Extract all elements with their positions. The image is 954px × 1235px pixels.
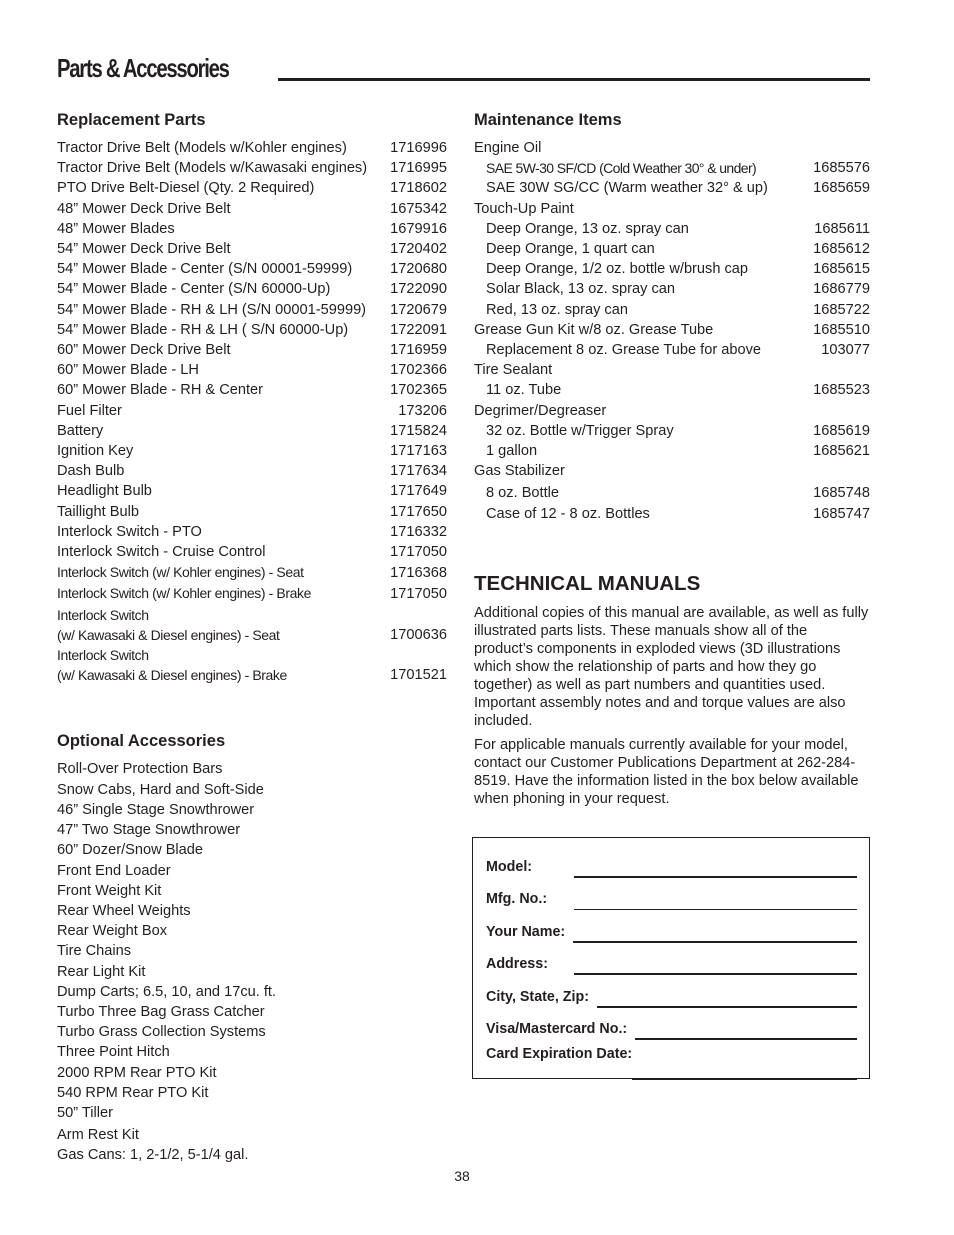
item-name: SAE 30W SG/CC (Warm weather 32° & up) — [486, 180, 768, 197]
part-row — [57, 239, 447, 259]
item-name: 1 gallon — [486, 443, 538, 460]
part-name-line1: Interlock Switch — [57, 647, 149, 664]
item-name: Solar Black, 13 oz. spray can — [486, 281, 675, 298]
replacement-parts-list — [57, 138, 447, 685]
part-number: 1685619 — [813, 422, 870, 439]
part-number: 1718602 — [390, 180, 447, 197]
part-number: 1717634 — [390, 463, 447, 480]
maintenance-group-label: Degrimer/Degreaser — [474, 402, 607, 419]
model-field[interactable] — [574, 876, 857, 878]
part-number: 1715824 — [390, 422, 447, 439]
part-row — [57, 562, 447, 583]
part-row — [57, 300, 447, 320]
maintenance-row — [474, 300, 870, 320]
part-number: 1685621 — [813, 443, 870, 460]
city-state-zip-field[interactable] — [597, 1006, 857, 1007]
accessory-item: 47” Two Stage Snowthrower — [57, 822, 241, 839]
maintenance-row — [474, 279, 870, 299]
part-row — [57, 421, 447, 441]
part-number: 1717649 — [390, 483, 447, 500]
maintenance-row — [474, 340, 870, 360]
accessory-item: Tire Chains — [57, 943, 132, 960]
part-row — [57, 219, 447, 239]
part-name: 48” Mower Blades — [57, 220, 175, 237]
part-row — [57, 340, 447, 360]
part-row — [57, 178, 447, 198]
part-number: 1686779 — [813, 281, 870, 298]
part-row — [57, 645, 447, 685]
part-number: 1716995 — [390, 160, 447, 177]
part-number: 1702366 — [390, 362, 447, 379]
maintenance-group-label: Engine Oil — [474, 140, 542, 156]
part-name: Tractor Drive Belt (Models w/Kawasaki engines) — [57, 160, 368, 177]
accessory-item: Snow Cabs, Hard and Soft-Side — [57, 781, 264, 798]
part-number: 1685748 — [813, 484, 870, 501]
part-name: Interlock Switch (w/ Kohler engines) - Seat — [57, 564, 304, 581]
item-name: Red, 13 oz. spray can — [486, 301, 628, 318]
part-number: 1716959 — [390, 342, 447, 359]
part-row — [57, 542, 447, 562]
page-number: 38 — [454, 1168, 470, 1184]
technical-manuals-paragraph: Additional copies of this manual are available, as well as fully illustrated parts lists. These manuals show all of the product’s components in exploded views (3D illustrations which show the relationship of parts and how they go together) as well as part numbers and quantities used. Important assembly notes and and torque values are also included. — [474, 604, 869, 729]
part-name: 60” Mower Blade - LH — [57, 362, 199, 379]
part-row — [57, 605, 447, 645]
manual-request-form — [472, 837, 870, 1079]
part-name: Headlight Bulb — [57, 483, 152, 500]
your-name-field[interactable] — [573, 941, 857, 942]
address-field[interactable] — [574, 973, 857, 975]
card-number-field[interactable] — [635, 1038, 857, 1040]
part-number: 1700636 — [390, 626, 447, 643]
part-number: 1720679 — [390, 301, 447, 318]
part-number: 103077 — [821, 342, 870, 359]
expiration-field[interactable] — [632, 1078, 857, 1080]
part-number: 1685611 — [814, 220, 870, 237]
accessory-item: Rear Light Kit — [57, 963, 146, 980]
part-row — [57, 461, 447, 481]
part-number: 1722091 — [390, 321, 447, 338]
optional-accessories-section — [57, 731, 447, 1165]
form-row-address — [486, 941, 857, 973]
right-column — [474, 110, 870, 814]
mfg-no-field[interactable] — [574, 909, 857, 910]
accessory-item: 2000 RPM Rear PTO Kit — [57, 1064, 217, 1081]
part-name: Tractor Drive Belt (Models w/Kohler engines) — [57, 140, 347, 156]
part-name: Interlock Switch (w/ Kohler engines) - Brake — [57, 585, 311, 602]
accessory-item: Arm Rest Kit — [57, 1127, 139, 1144]
part-name: Interlock Switch - PTO — [57, 523, 202, 540]
part-number: 1722090 — [390, 281, 447, 298]
part-number: 1685747 — [813, 506, 870, 523]
maintenance-items-heading: Maintenance Items — [474, 111, 622, 129]
part-name: Battery — [57, 422, 104, 439]
part-row — [57, 320, 447, 340]
form-row-model — [486, 850, 857, 876]
part-name: 54” Mower Deck Drive Belt — [57, 241, 231, 258]
accessories-list — [57, 759, 447, 1165]
item-name: SAE 5W-30 SF/CD (Cold Weather 30° & under) — [486, 160, 757, 177]
item-name: 11 oz. Tube — [486, 382, 562, 399]
maintenance-row — [474, 441, 870, 461]
part-row — [57, 259, 447, 279]
part-row — [57, 481, 447, 501]
maintenance-row — [474, 421, 870, 441]
part-row — [57, 583, 447, 604]
optional-accessories-heading: Optional Accessories — [57, 732, 226, 751]
item-name: 32 oz. Bottle w/Trigger Spray — [486, 422, 674, 439]
part-number: 1685576 — [813, 160, 870, 177]
part-row — [57, 360, 447, 380]
maintenance-row — [474, 483, 870, 505]
part-number: 1716996 — [390, 140, 447, 156]
your-name-label: Your Name: — [486, 923, 566, 940]
part-name: 54” Mower Blade - Center (S/N 00001-59999) — [57, 261, 353, 278]
part-number: 1701521 — [390, 667, 447, 684]
part-name: PTO Drive Belt-Diesel (Qty. 2 Required) — [57, 180, 315, 197]
replacement-parts-heading: Replacement Parts — [57, 111, 206, 129]
maintenance-row — [474, 259, 870, 279]
mfg-no-label: Mfg. No.: — [486, 891, 548, 908]
part-row — [57, 502, 447, 522]
maintenance-row — [474, 239, 870, 259]
part-number: 1716368 — [390, 565, 447, 582]
accessory-item: Three Point Hitch — [57, 1044, 170, 1061]
form-row-expiration — [486, 1038, 857, 1070]
header-rule — [278, 78, 870, 81]
maintenance-list — [474, 138, 870, 526]
part-number: 1685722 — [813, 301, 870, 318]
part-name: Fuel Filter — [57, 402, 122, 419]
card-number-label: Visa/Mastercard No.: — [486, 1020, 628, 1037]
item-name: Deep Orange, 13 oz. spray can — [486, 220, 689, 237]
part-name: 54” Mower Blade - RH & LH (S/N 00001-59999) — [57, 301, 367, 318]
part-number: 173206 — [398, 402, 447, 419]
part-name: Interlock Switch - Cruise Control — [57, 544, 266, 561]
part-name: Ignition Key — [57, 443, 134, 460]
part-row — [57, 138, 447, 158]
maintenance-row — [474, 320, 870, 340]
technical-manuals-paragraph: For applicable manuals currently available for your model, contact our Customer Publications Department at 262-284-8519. Have the information listed in the box below available when phoning in your request. — [474, 736, 859, 807]
accessory-item: 46” Single Stage Snowthrower — [57, 801, 255, 818]
item-name: Case of 12 - 8 oz. Bottles — [486, 506, 650, 523]
city-state-zip-label: City, State, Zip: — [486, 988, 589, 1005]
accessory-item: Rear Weight Box — [57, 923, 168, 940]
part-number: 1675342 — [390, 200, 447, 217]
maintenance-row — [474, 158, 870, 178]
part-number: 1717050 — [390, 544, 447, 561]
form-row-card-number — [486, 1006, 857, 1038]
part-number: 1717650 — [390, 503, 447, 520]
part-name: 54” Mower Blade - Center (S/N 60000-Up) — [57, 281, 331, 298]
maintenance-row — [474, 380, 870, 400]
part-name-line1: Interlock Switch — [57, 606, 149, 623]
item-name: 8 oz. Bottle — [486, 484, 560, 501]
part-number: 1720680 — [390, 261, 447, 278]
accessory-item: Rear Wheel Weights — [57, 902, 191, 919]
part-name: 60” Mower Blade - RH & Center — [57, 382, 264, 399]
accessory-item: Turbo Three Bag Grass Catcher — [57, 1003, 265, 1020]
maintenance-row — [474, 219, 870, 239]
model-label: Model: — [486, 859, 533, 875]
part-row — [57, 279, 447, 299]
part-number: 1685612 — [813, 241, 870, 258]
part-row — [57, 380, 447, 400]
part-name: 48” Mower Deck Drive Belt — [57, 200, 231, 217]
accessory-item: Turbo Grass Collection Systems — [57, 1024, 266, 1041]
part-name: Taillight Bulb — [57, 503, 139, 520]
maintenance-row — [474, 504, 870, 526]
item-name: Deep Orange, 1/2 oz. bottle w/brush cap — [486, 261, 749, 278]
part-number: 1685615 — [813, 261, 870, 278]
part-number: 1720402 — [390, 241, 447, 258]
part-name-line2: (w/ Kawasaki & Diesel engines) - Seat — [57, 626, 280, 643]
left-column — [57, 110, 447, 1166]
accessory-item: Dump Carts; 6.5, 10, and 17cu. ft. — [57, 983, 277, 1000]
technical-manuals-heading: TECHNICAL MANUALS — [474, 571, 701, 595]
accessory-item: Roll-Over Protection Bars — [57, 761, 223, 778]
part-row — [57, 522, 447, 542]
maintenance-group-label: Touch-Up Paint — [474, 200, 574, 217]
form-row-name — [486, 908, 857, 940]
form-row-mfg-no — [486, 876, 857, 908]
page-header — [57, 50, 870, 82]
maintenance-group-label: Gas Stabilizer — [474, 463, 565, 480]
part-number: 1685510 — [813, 321, 870, 338]
accessory-item: 540 RPM Rear PTO Kit — [57, 1084, 209, 1101]
maintenance-group-label: Tire Sealant — [474, 362, 553, 379]
part-number: 1685659 — [813, 180, 870, 197]
form-row-city-state-zip — [486, 973, 857, 1005]
accessory-item: Front Weight Kit — [57, 882, 162, 899]
accessory-item: 60” Dozer/Snow Blade — [57, 842, 204, 859]
part-name: 60” Mower Deck Drive Belt — [57, 342, 231, 359]
page-title: Parts & Accessories — [57, 53, 229, 83]
part-row — [57, 158, 447, 178]
item-name: Replacement 8 oz. Grease Tube for above — [486, 342, 762, 359]
part-row — [57, 199, 447, 219]
part-number: 1679916 — [390, 220, 447, 237]
expiration-label: Card Expiration Date: — [486, 1046, 633, 1063]
accessory-item: Gas Cans: 1, 2-1/2, 5-1/4 gal. — [57, 1147, 249, 1164]
part-number: 1716332 — [390, 523, 447, 540]
part-name-line2: (w/ Kawasaki & Diesel engines) - Brake — [57, 667, 287, 684]
part-name: Dash Bulb — [57, 463, 125, 480]
item-name: Deep Orange, 1 quart can — [486, 241, 655, 258]
part-number: 1717163 — [390, 443, 447, 460]
address-label: Address: — [486, 956, 548, 973]
part-number: 1717050 — [390, 586, 447, 603]
part-row — [57, 441, 447, 461]
accessory-item: 50” Tiller — [57, 1104, 113, 1121]
part-number: 1685523 — [813, 382, 870, 399]
accessory-item: Front End Loader — [57, 862, 171, 879]
part-number: 1702365 — [390, 382, 447, 399]
part-name: 54” Mower Blade - RH & LH ( S/N 60000-Up) — [57, 321, 349, 338]
maintenance-row — [474, 178, 870, 198]
part-row — [57, 401, 447, 421]
item-name: Grease Gun Kit w/8 oz. Grease Tube — [474, 321, 714, 338]
